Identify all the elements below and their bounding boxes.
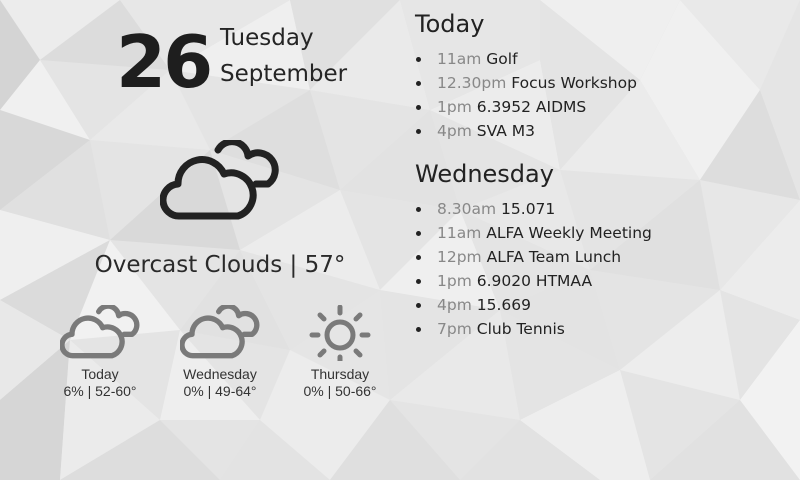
event-time: 4pm [437,122,472,140]
event-time: 12pm [437,248,482,266]
agenda-event [416,71,637,95]
agenda-event [416,47,637,71]
event-title: 15.071 [501,200,556,218]
clouds-icon [160,140,280,224]
agenda-event [416,221,652,245]
date-month: September [220,61,348,87]
forecast-day-thursday [280,305,400,400]
agenda-event [416,95,637,119]
event-title: ALFA Weekly Meeting [486,224,652,242]
event-time: 4pm [437,296,472,314]
agenda-heading-wednesday: Wednesday [415,160,554,188]
agenda-list-wednesday [416,197,652,341]
forecast-day-today [40,305,160,400]
forecast-stats: 0% | 50-66° [303,383,377,399]
agenda-event [416,245,652,269]
date-day-number: 26 [116,20,211,104]
event-time: 7pm [437,320,472,338]
event-time: 8.30am [437,200,497,218]
event-title: Focus Workshop [511,74,637,92]
sun-icon [300,305,380,361]
clouds-icon [60,305,140,361]
current-condition: Overcast Clouds | 57° [94,252,346,278]
event-title: Club Tennis [476,320,565,338]
forecast-stats: 0% | 49-64° [183,383,257,399]
date-weekday: Tuesday [220,25,314,51]
agenda-event [416,119,637,143]
agenda-event [416,317,652,341]
forecast-stats: 6% | 52-60° [63,383,137,399]
agenda-event [416,197,652,221]
forecast-day-label: Wednesday [183,366,257,382]
event-title: 6.9020 HTMAA [476,272,593,290]
forecast-day-label: Today [81,366,119,382]
event-time: 1pm [437,98,472,116]
agenda-list-today [416,47,637,143]
event-title: 15.669 [476,296,531,314]
agenda-event [416,293,652,317]
event-title: Golf [486,50,518,68]
event-time: 11am [437,50,482,68]
event-title: ALFA Team Lunch [486,248,622,266]
agenda-event [416,269,652,293]
event-time: 12.30pm [437,74,507,92]
event-time: 11am [437,224,482,242]
forecast-day-label: Thursday [310,366,370,382]
event-time: 1pm [437,272,472,290]
event-title: 6.3952 AIDMS [476,98,587,116]
clouds-icon [180,305,260,361]
event-title: SVA M3 [476,122,535,140]
agenda-heading-today: Today [415,10,485,38]
forecast-day-wednesday [160,305,280,400]
